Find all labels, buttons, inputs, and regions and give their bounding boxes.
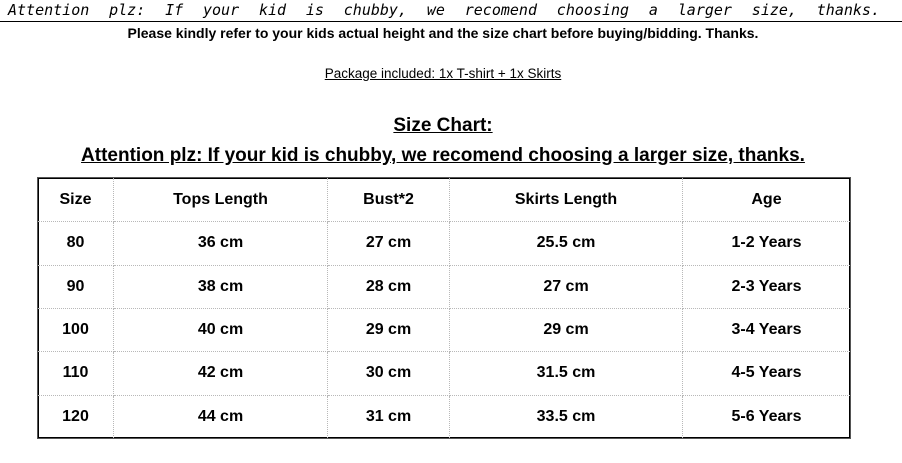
cell-skirts-length: 31.5 cm: [450, 352, 683, 395]
cell-tops-length: 40 cm: [114, 308, 328, 351]
cell-age: 2-3 Years: [683, 265, 851, 308]
column-header-age: Age: [683, 178, 851, 222]
column-header-bust: Bust*2: [328, 178, 450, 222]
sizing-notice: Please kindly refer to your kids actual height and the size chart before buying/bidding. Thanks.: [127, 25, 759, 41]
cell-age: 5-6 Years: [683, 395, 851, 438]
cell-size: 80: [38, 222, 114, 265]
attention-banner: Attention plz: If your kid is chubby, we recomend choosing a larger size, thanks.: [8, 1, 880, 19]
table-row: [38, 265, 851, 308]
cell-age: 1-2 Years: [683, 222, 851, 265]
cell-size: 100: [38, 308, 114, 351]
package-included: Package included: 1x T-shirt + 1x Skirts: [324, 66, 562, 81]
cell-tops-length: 42 cm: [114, 352, 328, 395]
cell-bust: 30 cm: [328, 352, 450, 395]
table-header-row: [38, 178, 851, 222]
table-row: [38, 222, 851, 265]
size-chart-title: Size Chart:: [393, 115, 493, 136]
cell-skirts-length: 25.5 cm: [450, 222, 683, 265]
cell-skirts-length: 29 cm: [450, 308, 683, 351]
cell-bust: 29 cm: [328, 308, 450, 351]
table-row: [38, 352, 851, 395]
table-row: [38, 395, 851, 438]
column-header-skirts-length: Skirts Length: [450, 178, 683, 222]
cell-size: 110: [38, 352, 114, 395]
cell-tops-length: 38 cm: [114, 265, 328, 308]
table-row: [38, 308, 851, 351]
size-chart-table: [37, 177, 851, 439]
cell-tops-length: 44 cm: [114, 395, 328, 438]
cell-bust: 31 cm: [328, 395, 450, 438]
cell-size: 90: [38, 265, 114, 308]
cell-size: 120: [38, 395, 114, 438]
cell-age: 3-4 Years: [683, 308, 851, 351]
cell-bust: 28 cm: [328, 265, 450, 308]
cell-skirts-length: 33.5 cm: [450, 395, 683, 438]
cell-skirts-length: 27 cm: [450, 265, 683, 308]
column-header-tops-length: Tops Length: [114, 178, 328, 222]
size-chart-attention: Attention plz: If your kid is chubby, we recomend choosing a larger size, thanks.: [81, 145, 805, 166]
cell-tops-length: 36 cm: [114, 222, 328, 265]
column-header-size: Size: [38, 178, 114, 222]
cell-bust: 27 cm: [328, 222, 450, 265]
cell-age: 4-5 Years: [683, 352, 851, 395]
